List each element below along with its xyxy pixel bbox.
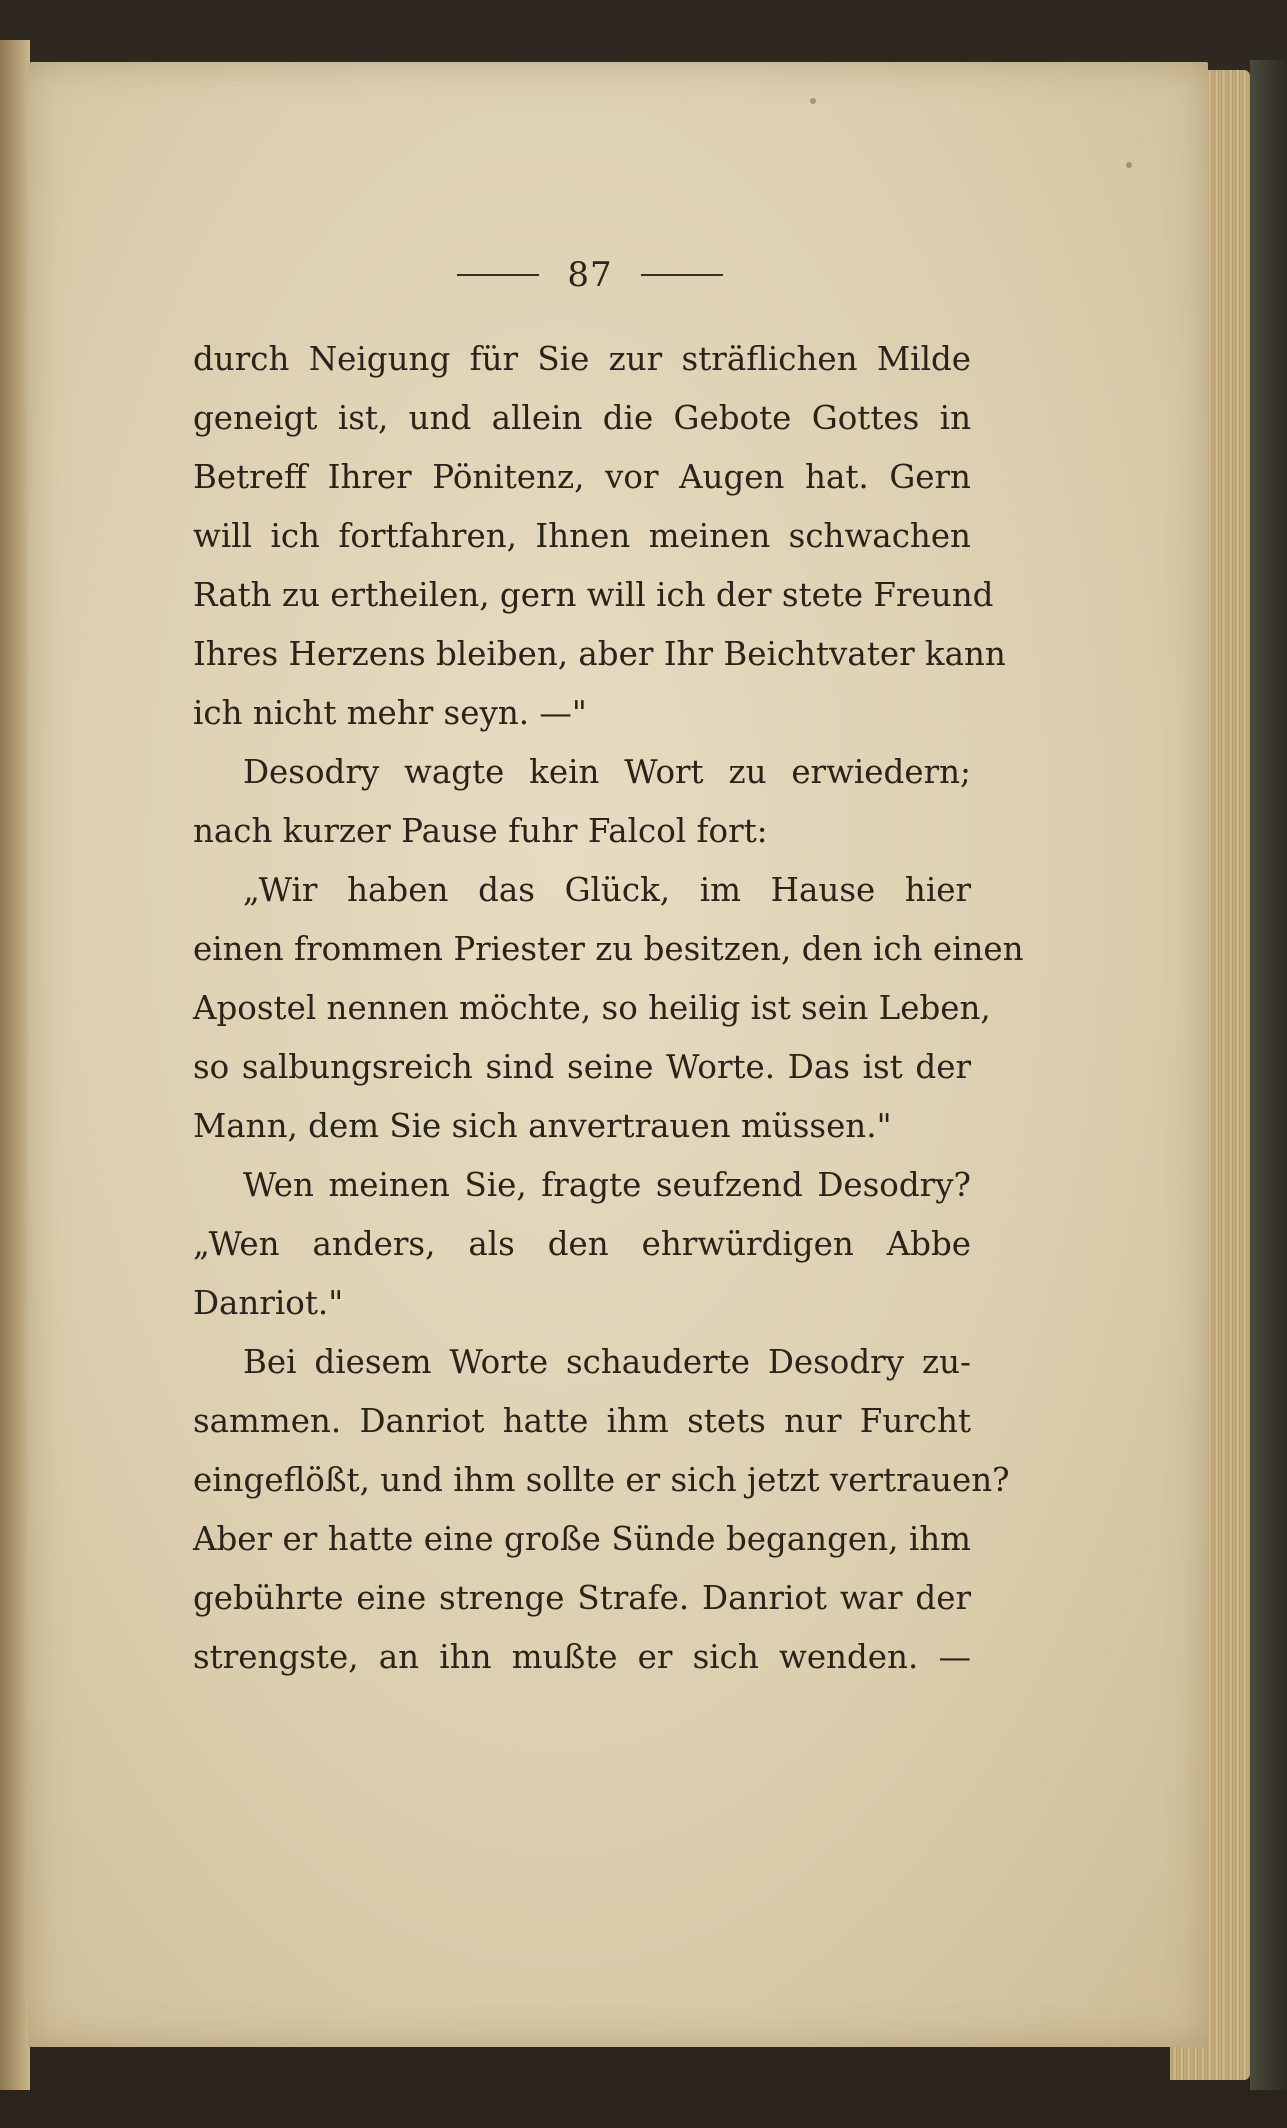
paper-speck xyxy=(810,98,816,104)
text-line: will ich fortfahren, Ihnen meinen schwachen xyxy=(193,517,971,555)
header-dash-right xyxy=(641,274,723,276)
text-line: ich nicht mehr seyn. —" xyxy=(193,694,587,732)
text-line: eingeflößt, und ihm sollte er sich jetzt vertrauen? xyxy=(193,1461,1010,1499)
text-line: strengste, an ihn mußte er sich wenden. — xyxy=(193,1638,971,1676)
previous-page-edge xyxy=(0,40,30,2090)
text-line: Rath zu ertheilen, gern will ich der stete Freund xyxy=(193,576,994,614)
paper-speck xyxy=(1126,162,1132,168)
text-line: Wen meinen Sie, fragte seufzend Desodry? xyxy=(243,1166,971,1204)
page-number: 87 xyxy=(567,255,613,295)
text-line: Apostel nennen möchte, so heilig ist sein Leben, xyxy=(193,989,991,1027)
text-line: einen frommen Priester zu besitzen, den ich einen xyxy=(193,930,1024,968)
text-line: Mann, dem Sie sich anvertrauen müssen." xyxy=(193,1107,892,1145)
text-line: Desodry wagte kein Wort zu erwiedern; xyxy=(243,753,971,791)
text-line: sammen. Danriot hatte ihm stets nur Furcht xyxy=(193,1402,971,1440)
text-line: Ihres Herzens bleiben, aber Ihr Beichtvater kann xyxy=(193,635,1006,673)
text-line: „Wir haben das Glück, im Hause hier xyxy=(243,871,971,909)
text-line: nach kurzer Pause fuhr Falcol fort: xyxy=(193,812,768,850)
text-line: Danriot." xyxy=(193,1284,344,1322)
page-header xyxy=(440,255,740,295)
text-line: geneigt ist, und allein die Gebote Gottes in xyxy=(193,399,971,437)
text-line: gebührte eine strenge Strafe. Danriot war der xyxy=(193,1579,971,1617)
text-line: so salbungsreich sind seine Worte. Das ist der xyxy=(193,1048,971,1086)
text-line: Betreff Ihrer Pönitenz, vor Augen hat. Gern xyxy=(193,458,971,496)
header-dash-left xyxy=(457,274,539,276)
text-line: durch Neigung für Sie zur sträflichen Milde xyxy=(193,340,971,378)
body-text xyxy=(193,330,1024,1687)
book-cover-edge xyxy=(1250,60,1287,2090)
text-line: Bei diesem Worte schauderte Desodry zu- xyxy=(243,1343,971,1381)
text-line: „Wen anders, als den ehrwürdigen Abbe xyxy=(193,1225,971,1263)
text-line: Aber er hatte eine große Sünde begangen, ihm xyxy=(193,1520,971,1558)
